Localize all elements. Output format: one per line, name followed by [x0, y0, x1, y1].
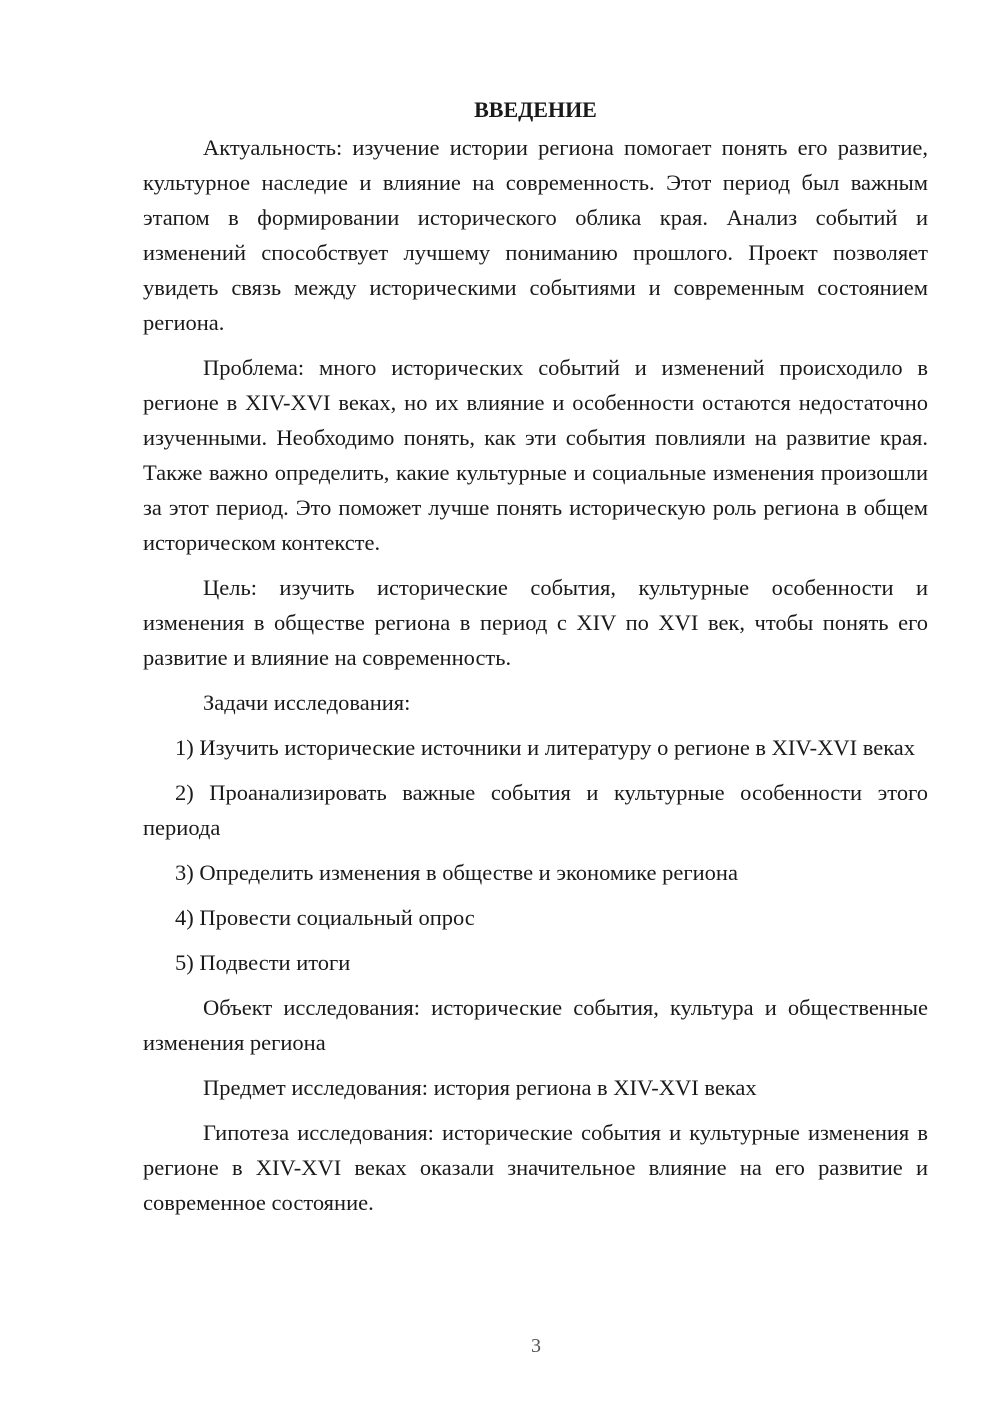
paragraph-hypothesis: Гипотеза исследования: исторические события и культурные изменения в регионе в XIV-XVI веках оказали значительное влияние на его развитие и современное состояние.: [143, 1120, 928, 1215]
paragraph-relevance: Актуальность: изучение истории региона помогает понять его развитие, культурное наследие и влияние на современность. Этот период был важным этапом в формировании исторического облика края. Анализ событий и изменений способствует лучшему пониманию прошлого. Проект позволяет увидеть связь между историческими событиями и современным состоянием региона.: [143, 135, 928, 335]
task-item: 4) Провести социальный опрос: [175, 905, 475, 930]
task-item: 2) Проанализировать важные события и культурные особенности этого периода: [143, 780, 928, 840]
tasks-heading: Задачи исследования:: [203, 690, 411, 715]
task-item: 5) Подвести итоги: [175, 950, 351, 975]
task-item: 3) Определить изменения в обществе и экономике региона: [175, 860, 738, 885]
paragraph-subject: Предмет исследования: история региона в XIV-XVI веках: [203, 1075, 757, 1100]
task-item: 1) Изучить исторические источники и литературу о регионе в XIV-XVI веках: [175, 735, 916, 760]
paragraph-goal: Цель: изучить исторические события, культурные особенности и изменения в обществе региона в период с XIV по XVI век, чтобы понять его развитие и влияние на современность.: [143, 575, 928, 670]
paragraph-object: Объект исследования: исторические события, культура и общественные изменения региона: [143, 995, 928, 1055]
paragraph-problem: Проблема: много исторических событий и изменений происходило в регионе в XIV-XVI веках, но их влияние и особенности остаются недостаточно изученными. Необходимо понять, как эти события повлияли на развитие края. Также важно определить, какие культурные и социальные изменения произошли за этот период. Это поможет лучше понять историческую роль региона в общем историческом контексте.: [143, 355, 928, 555]
page-title: ВВЕДЕНИЕ: [474, 97, 597, 122]
document-page: [143, 92, 928, 1230]
page-number: 3: [531, 1335, 541, 1357]
